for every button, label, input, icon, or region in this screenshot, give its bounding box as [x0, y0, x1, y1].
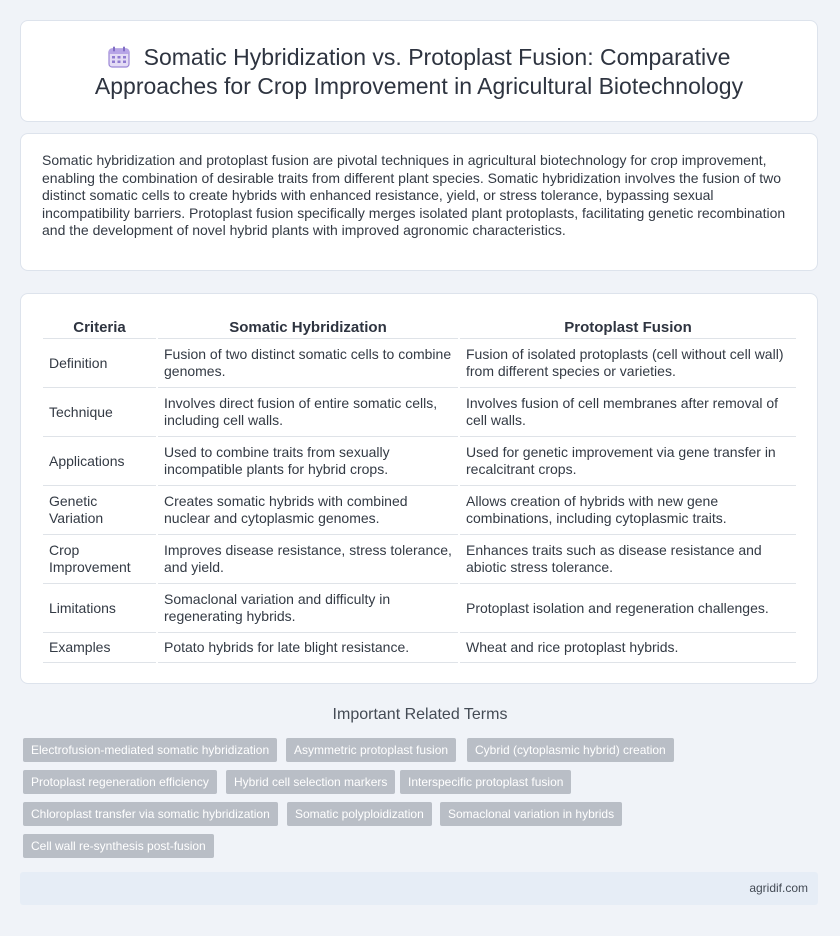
- related-term-tag[interactable]: Chloroplast transfer via somatic hybridization: [23, 802, 278, 826]
- table-header-row: [43, 314, 796, 339]
- table-row: [43, 388, 796, 437]
- calendar-icon: [108, 46, 130, 68]
- comparison-table: [41, 314, 798, 663]
- table-row: [43, 339, 796, 388]
- related-term-tag[interactable]: Protoplast regeneration efficiency: [23, 770, 217, 794]
- table-row: [43, 437, 796, 486]
- comparison-table-card: [20, 293, 818, 684]
- protoplast-cell: Involves fusion of cell membranes after removal of cell walls.: [460, 388, 796, 437]
- somatic-cell: Creates somatic hybrids with combined nuclear and cytoplasmic genomes.: [158, 486, 458, 535]
- related-term-tag[interactable]: Cybrid (cytoplasmic hybrid) creation: [467, 738, 674, 762]
- table-row: [43, 633, 796, 663]
- page-title-wrap: [21, 43, 817, 101]
- criteria-cell: Crop Improvement: [43, 535, 156, 584]
- intro-paragraph: Somatic hybridization and protoplast fusion are pivotal techniques in agricultural biotechnology for crop improvement, enabling the combination of desirable traits from different plant species. Somatic hybridization involves the fusion of two distinct somatic cells to create hybrids with enhanced resistance, yield, or stress tolerance, bypassing sexual incompatibility barriers. Protoplast fusion specifically merges isolated plant protoplasts, facilitating genetic recombination and the development of novel hybrid plants with improved agronomic characteristics.: [42, 152, 786, 239]
- intro-card: [20, 133, 818, 271]
- criteria-cell: Definition: [43, 339, 156, 388]
- related-term-tag[interactable]: Asymmetric protoplast fusion: [286, 738, 456, 762]
- related-term-tag[interactable]: Somatic polyploidization: [287, 802, 432, 826]
- criteria-cell: Examples: [43, 633, 156, 663]
- protoplast-cell: Enhances traits such as disease resistance and abiotic stress tolerance.: [460, 535, 796, 584]
- footer-site-link[interactable]: agridif.com: [749, 881, 808, 895]
- protoplast-cell: Fusion of isolated protoplasts (cell without cell wall) from different species or varieties.: [460, 339, 796, 388]
- related-term-tag[interactable]: Electrofusion-mediated somatic hybridization: [23, 738, 277, 762]
- table-row: [43, 584, 796, 633]
- related-term-tag[interactable]: Cell wall re-synthesis post-fusion: [23, 834, 214, 858]
- somatic-cell: Fusion of two distinct somatic cells to combine genomes.: [158, 339, 458, 388]
- page-title: Somatic Hybridization vs. Protoplast Fusion: Comparative Approaches for Crop Improvement in Agricultural Biotechnology: [94, 44, 744, 99]
- somatic-cell: Somaclonal variation and difficulty in regenerating hybrids.: [158, 584, 458, 633]
- criteria-cell: Genetic Variation: [43, 486, 156, 535]
- somatic-cell: Improves disease resistance, stress tolerance, and yield.: [158, 535, 458, 584]
- related-term-tag[interactable]: Interspecific protoplast fusion: [400, 770, 571, 794]
- protoplast-cell: Wheat and rice protoplast hybrids.: [460, 633, 796, 663]
- header-criteria: Criteria: [43, 314, 156, 339]
- criteria-cell: Applications: [43, 437, 156, 486]
- somatic-cell: Involves direct fusion of entire somatic cells, including cell walls.: [158, 388, 458, 437]
- protoplast-cell: Protoplast isolation and regeneration challenges.: [460, 584, 796, 633]
- somatic-cell: Potato hybrids for late blight resistance.: [158, 633, 458, 663]
- footer-bar: [20, 872, 818, 905]
- header-somatic-hybridization: Somatic Hybridization: [158, 314, 458, 339]
- somatic-cell: Used to combine traits from sexually incompatible plants for hybrid crops.: [158, 437, 458, 486]
- header-protoplast-fusion: Protoplast Fusion: [460, 314, 796, 339]
- related-term-tag[interactable]: Somaclonal variation in hybrids: [440, 802, 622, 826]
- related-terms-heading: Important Related Terms: [332, 706, 508, 723]
- table-row: [43, 486, 796, 535]
- protoplast-cell: Used for genetic improvement via gene transfer in recalcitrant crops.: [460, 437, 796, 486]
- criteria-cell: Technique: [43, 388, 156, 437]
- table-row: [43, 535, 796, 584]
- related-term-tag[interactable]: Hybrid cell selection markers: [226, 770, 395, 794]
- protoplast-cell: Allows creation of hybrids with new gene combinations, including cytoplasmic traits.: [460, 486, 796, 535]
- criteria-cell: Limitations: [43, 584, 156, 633]
- title-card: [20, 20, 818, 122]
